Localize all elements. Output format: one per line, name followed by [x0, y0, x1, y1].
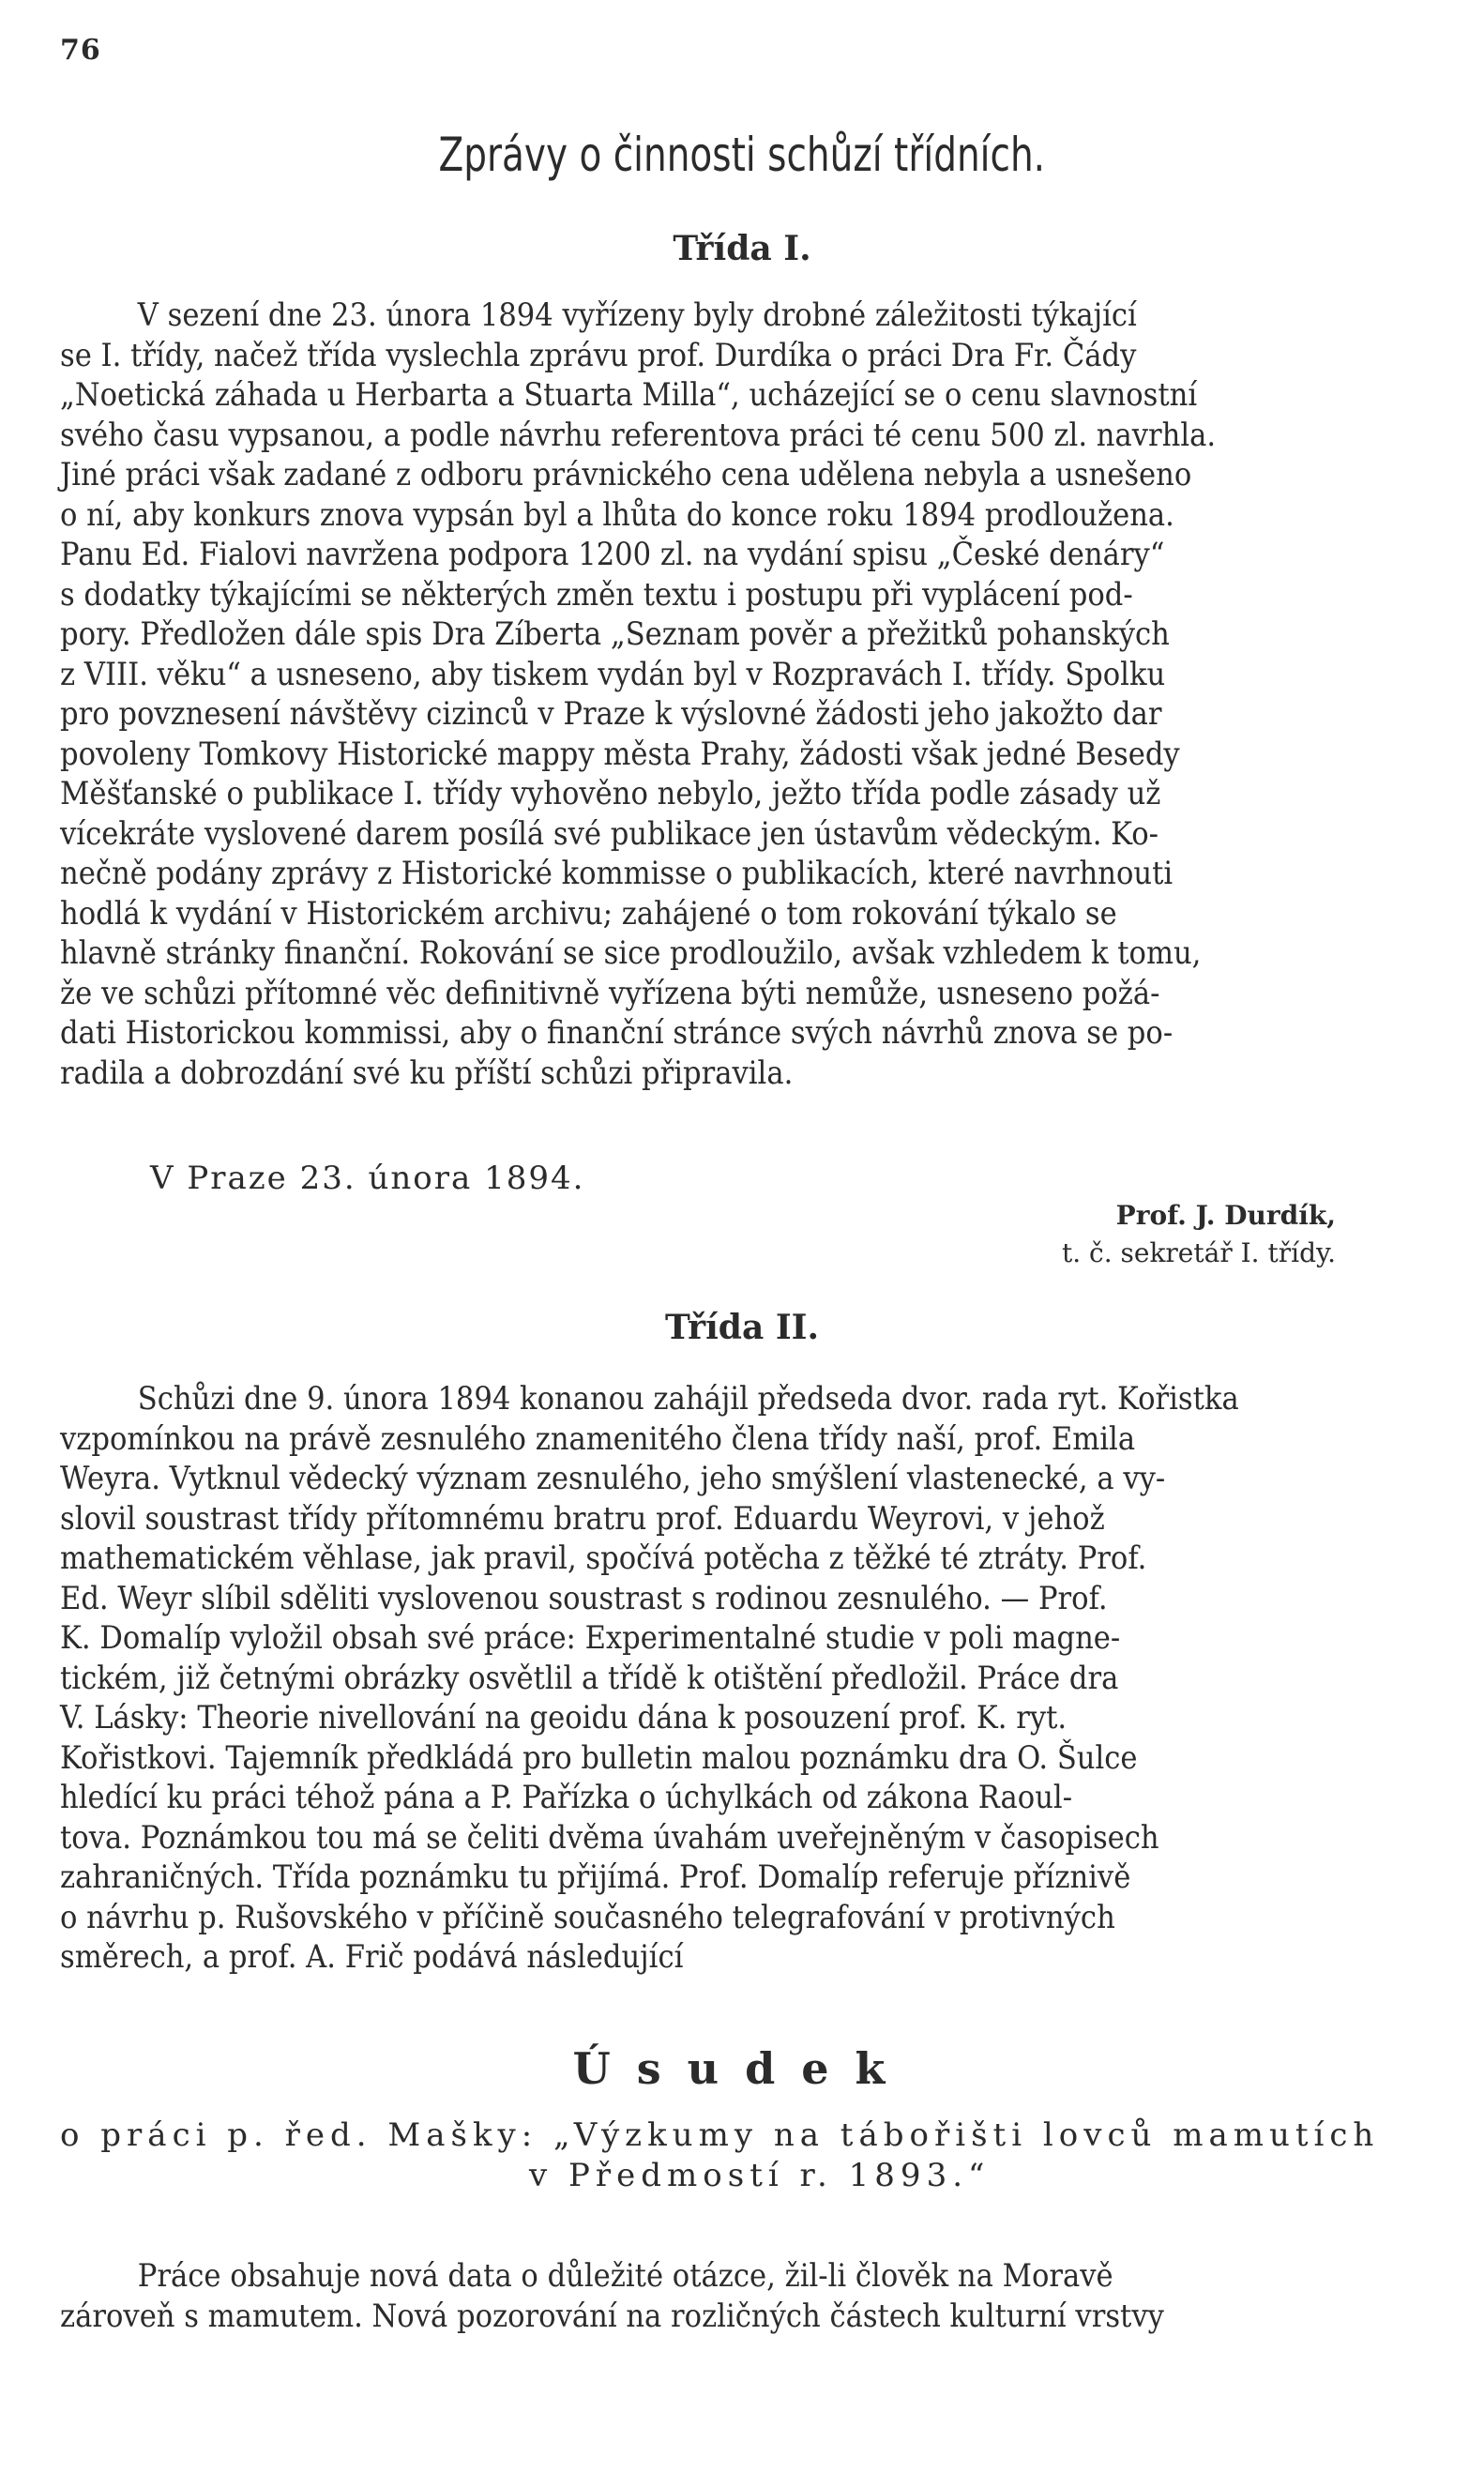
text-line: povoleny Tomkovy Historické mappy města Prahy, žádosti však jedné Besedy — [60, 735, 1180, 773]
text-line: „Noetická záhada u Herbarta a Stuarta Milla“, ucházející se o cenu slavnostní — [60, 376, 1198, 414]
text-line: směrech, a prof. A. Frič podává následující — [60, 1938, 684, 1976]
text-line: V sezení dne 23. února 1894 vyřízeny byly drobné záležitosti týkající — [137, 296, 1137, 334]
text-line: mathematickém věhlase, jak pravil, spočívá potěcha z těžké té ztráty. Prof. — [60, 1539, 1147, 1577]
text-line: Kořistkovi. Tajemník předkládá pro bulletin malou poznámku dra O. Šulce — [60, 1738, 1138, 1777]
page-number: 76 — [60, 34, 101, 67]
text-line: o ní, aby konkurs znova vypsán byl a lhůta do konce roku 1894 prodloužena. — [60, 495, 1174, 534]
text-line: Weyra. Vytknul vědecký význam zesnulého, jeho smýšlení vlastenecké, a vy- — [60, 1460, 1166, 1497]
text-line: vzpomínkou na právě zesnulého znamenitého člena třídy naší, prof. Emila — [60, 1419, 1136, 1458]
text-line: s dodatky týkajícími se některých změn textu i postupu při vyplácení pod- — [60, 575, 1133, 614]
text-line: že ve schůzi přítomné věc definitivně vyřízena býti nemůže, usneseno požá- — [60, 974, 1160, 1012]
text-line: radila a dobrozdání své ku příští schůzi připravila. — [60, 1054, 794, 1092]
text-line: o návrhu p. Rušovského v příčině současného telegrafování v protivných — [60, 1898, 1115, 1936]
text-line: Měšťanské o publikace I. třídy vyhověno nebylo, ježto třída podle zásady už — [60, 775, 1161, 812]
text-line: se I. třídy, načež třída vyslechla zprávu prof. Durdíka o práci Dra Fr. Čády — [60, 336, 1137, 374]
signature-block — [1062, 1197, 1336, 1272]
text-line: z VIII. věku“ a usneseno, aby tiskem vydán byl v Rozpravách I. třídy. Spolku — [60, 655, 1166, 693]
section-heading-trida-2: Třída II. — [664, 1308, 820, 1347]
text-line: vícekráte vyslovené darem posílá své publikace jen ústavům vědeckým. Ko- — [60, 814, 1158, 853]
text-line: nečně podány zprávy z Historické kommisse o publikacích, které navrhnouti — [60, 855, 1174, 892]
text-line: pory. Předložen dále spis Dra Zíberta „Seznam pověr a přežitků pohanských — [60, 615, 1170, 653]
text-line: zároveň s mamutem. Nová pozorování na rozličných částech kulturní vrstvy — [60, 2297, 1164, 2335]
text-line: svého času vypsanou, a podle návrhu referentova práci té cenu 500 zl. navrhla. — [60, 416, 1217, 454]
section1-paragraph — [60, 296, 1426, 1093]
usudek-subtitle — [60, 2116, 1426, 2196]
text-line: hodlá k vydání v Historickém archivu; zahájené o tom rokování týkalo se — [60, 894, 1117, 933]
text-line: tova. Poznámkou tou má se čeliti dvěma úvahám uveřejněným v časopisech — [60, 1818, 1159, 1857]
subtitle-line: v Předmostí r. 1893.“ — [529, 2157, 991, 2194]
text-line: hledící ku práci téhož pána a P. Pařízka o úchylkách od zákona Raoul- — [60, 1779, 1073, 1816]
section-heading-trida-1: Třída I. — [673, 229, 811, 268]
page-title: Zprávy o činnosti schůzí třídních. — [438, 128, 1046, 182]
text-line: Ed. Weyr slíbil sděliti vyslovenou soustrast s rodinou zesnulého. — Prof. — [60, 1579, 1108, 1617]
signature-role: t. č. sekretář I. třídy. — [1061, 1237, 1336, 1268]
text-line: K. Domalíp vyložil obsah své práce: Experimentalné studie v poli magne- — [60, 1619, 1121, 1657]
text-line: zahraničných. Třída poznámku tu přijímá. Prof. Domalíp referuje příznivě — [60, 1858, 1131, 1896]
usudek-paragraph — [60, 2256, 1426, 2336]
text-line: hlavně stránky finanční. Rokování se sice prodloužilo, avšak vzhledem k tomu, — [60, 934, 1202, 972]
text-line: Panu Ed. Fialovi navržena podpora 1200 zl. na vydání spisu „České denáry“ — [60, 536, 1165, 573]
text-line: Jiné práci však zadané z odboru právnického cena udělena nebyla a usnešeno — [60, 456, 1192, 493]
subtitle-line: o práci p. řed. Mašky: „Výzkumy na tábořišti lovců mamutích — [60, 2116, 1380, 2154]
usudek-heading: Úsudek — [572, 2043, 912, 2094]
section2-paragraph — [60, 1379, 1426, 1978]
text-line: slovil soustrast třídy přítomnému bratru prof. Eduardu Weyrovi, v jehož — [60, 1499, 1105, 1538]
text-line: dati Historickou kommissi, aby o finanční stránce svých návrhů znova se po- — [60, 1014, 1174, 1052]
signature-name: Prof. J. Durdík, — [1115, 1200, 1336, 1231]
text-line: pro povznesení návštěvy cizinců v Praze k výslovné žádosti jeho jakožto dar — [60, 695, 1162, 733]
dateline: V Praze 23. února 1894. — [150, 1160, 585, 1197]
text-line: V. Lásky: Theorie nivellování na geoidu dána k posouzení prof. K. ryt. — [60, 1699, 1068, 1736]
text-line: Práce obsahuje nová data o důležité otázce, žil-li člověk na Moravě — [137, 2257, 1113, 2295]
text-line: tickém, již četnými obrázky osvětlil a třídě k otištění předložil. Práce dra — [60, 1659, 1119, 1697]
text-line: Schůzi dne 9. února 1894 konanou zahájil předseda dvor. rada ryt. Kořistka — [137, 1380, 1239, 1418]
